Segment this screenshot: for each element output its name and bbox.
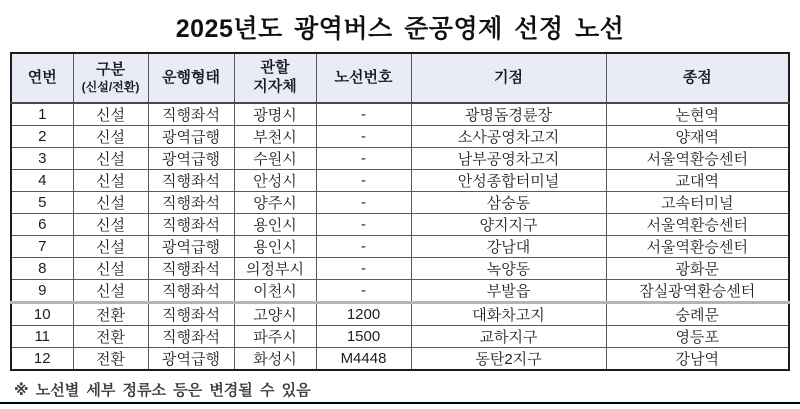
- cell: -: [316, 214, 411, 236]
- col-header-category-label: 구분: [96, 61, 125, 79]
- cell: 양재역: [606, 126, 789, 148]
- cell: 12: [11, 348, 73, 371]
- col-header-operation-type: [148, 53, 234, 103]
- cell: 서울역환승센터: [606, 214, 789, 236]
- cell: 강남역: [606, 348, 789, 371]
- cell: 서울역환승센터: [606, 148, 789, 170]
- cell: 4: [11, 170, 73, 192]
- cell: 신설: [73, 126, 148, 148]
- table-row: [11, 258, 789, 280]
- cell: 남부공영차고지: [411, 148, 606, 170]
- col-header-jurisdiction: [234, 53, 316, 103]
- cell: 서울역환승센터: [606, 236, 789, 258]
- col-header-seq-label: 연번: [27, 68, 57, 86]
- cell: -: [316, 280, 411, 303]
- bottom-divider: [0, 402, 800, 404]
- col-header-route-number-label: 노선번호: [334, 68, 393, 86]
- cell: 직행좌석: [148, 303, 234, 326]
- col-header-jurisdiction-label-line2: 지자체: [253, 78, 297, 95]
- table-row: [11, 126, 789, 148]
- table-row: [11, 280, 789, 303]
- cell: 광명시: [234, 103, 316, 126]
- cell: 고양시: [234, 303, 316, 326]
- table-row: [11, 192, 789, 214]
- cell: 광역급행: [148, 348, 234, 371]
- cell: 용인시: [234, 236, 316, 258]
- col-header-origin: [411, 53, 606, 103]
- cell: 직행좌석: [148, 192, 234, 214]
- table-row: [11, 326, 789, 348]
- bus-routes-table: [10, 52, 790, 371]
- cell: 고속터미널: [606, 192, 789, 214]
- cell: 광화문: [606, 258, 789, 280]
- cell: M4448: [316, 348, 411, 371]
- cell: 이천시: [234, 280, 316, 303]
- header-row: [11, 53, 789, 103]
- cell: 전환: [73, 303, 148, 326]
- table-row: [11, 214, 789, 236]
- cell: 신설: [73, 192, 148, 214]
- cell: 6: [11, 214, 73, 236]
- table-row: [11, 103, 789, 126]
- cell: 광명돔경륜장: [411, 103, 606, 126]
- cell: 직행좌석: [148, 258, 234, 280]
- table-row: [11, 170, 789, 192]
- cell: 1500: [316, 326, 411, 348]
- cell: 직행좌석: [148, 280, 234, 303]
- cell: 양주시: [234, 192, 316, 214]
- cell: 부천시: [234, 126, 316, 148]
- cell: -: [316, 103, 411, 126]
- cell: 전환: [73, 326, 148, 348]
- cell: 3: [11, 148, 73, 170]
- cell: 신설: [73, 170, 148, 192]
- table-row: [11, 348, 789, 371]
- cell: 안성종합터미널: [411, 170, 606, 192]
- footnote: ※ 노선별 세부 정류소 등은 변경될 수 있음: [14, 382, 311, 399]
- cell: 교하지구: [411, 326, 606, 348]
- cell: 소사공영차고지: [411, 126, 606, 148]
- cell: 8: [11, 258, 73, 280]
- cell: 교대역: [606, 170, 789, 192]
- col-header-jurisdiction-label-line1: 관할: [260, 59, 290, 77]
- col-header-origin-label: 기점: [494, 68, 523, 86]
- cell: 녹양동: [411, 258, 606, 280]
- cell: 1: [11, 103, 73, 126]
- col-header-category: [73, 53, 148, 103]
- cell: 11: [11, 326, 73, 348]
- col-header-destination: [606, 53, 789, 103]
- cell: 삼숭동: [411, 192, 606, 214]
- col-header-seq: [11, 53, 73, 103]
- table-body: [11, 103, 789, 370]
- cell: 화성시: [234, 348, 316, 371]
- cell: 대화차고지: [411, 303, 606, 326]
- cell: 10: [11, 303, 73, 326]
- col-header-route-number: [316, 53, 411, 103]
- cell: 동탄2지구: [411, 348, 606, 371]
- cell: 잠실광역환승센터: [606, 280, 789, 303]
- cell: 논현역: [606, 103, 789, 126]
- cell: 강남대: [411, 236, 606, 258]
- cell: -: [316, 148, 411, 170]
- cell: 신설: [73, 103, 148, 126]
- page-title: 2025년도 광역버스 준공영제 선정 노선: [175, 15, 625, 43]
- cell: 숭례문: [606, 303, 789, 326]
- cell: -: [316, 258, 411, 280]
- cell: -: [316, 236, 411, 258]
- cell: 수원시: [234, 148, 316, 170]
- cell: 양지지구: [411, 214, 606, 236]
- cell: 부발읍: [411, 280, 606, 303]
- cell: 광역급행: [148, 148, 234, 170]
- table-row: [11, 148, 789, 170]
- cell: 신설: [73, 236, 148, 258]
- cell: 신설: [73, 258, 148, 280]
- cell: 1200: [316, 303, 411, 326]
- col-header-destination-label: 종점: [682, 68, 712, 86]
- cell: -: [316, 126, 411, 148]
- cell: 직행좌석: [148, 103, 234, 126]
- cell: 직행좌석: [148, 214, 234, 236]
- cell: 용인시: [234, 214, 316, 236]
- cell: 영등포: [606, 326, 789, 348]
- cell: 7: [11, 236, 73, 258]
- cell: 광역급행: [148, 236, 234, 258]
- cell: 직행좌석: [148, 170, 234, 192]
- cell: 5: [11, 192, 73, 214]
- cell: 전환: [73, 348, 148, 371]
- cell: 9: [11, 280, 73, 303]
- cell: 파주시: [234, 326, 316, 348]
- col-header-category-sublabel: (신설/전환): [81, 79, 140, 94]
- cell: 2: [11, 126, 73, 148]
- table-row: [11, 236, 789, 258]
- cell: 신설: [73, 148, 148, 170]
- cell: 광역급행: [148, 126, 234, 148]
- col-header-operation-type-label: 운행형태: [162, 68, 220, 86]
- cell: -: [316, 192, 411, 214]
- cell: 안성시: [234, 170, 316, 192]
- cell: 신설: [73, 280, 148, 303]
- cell: 직행좌석: [148, 326, 234, 348]
- cell: 신설: [73, 214, 148, 236]
- table-row: [11, 303, 789, 326]
- cell: -: [316, 170, 411, 192]
- cell: 의정부시: [234, 258, 316, 280]
